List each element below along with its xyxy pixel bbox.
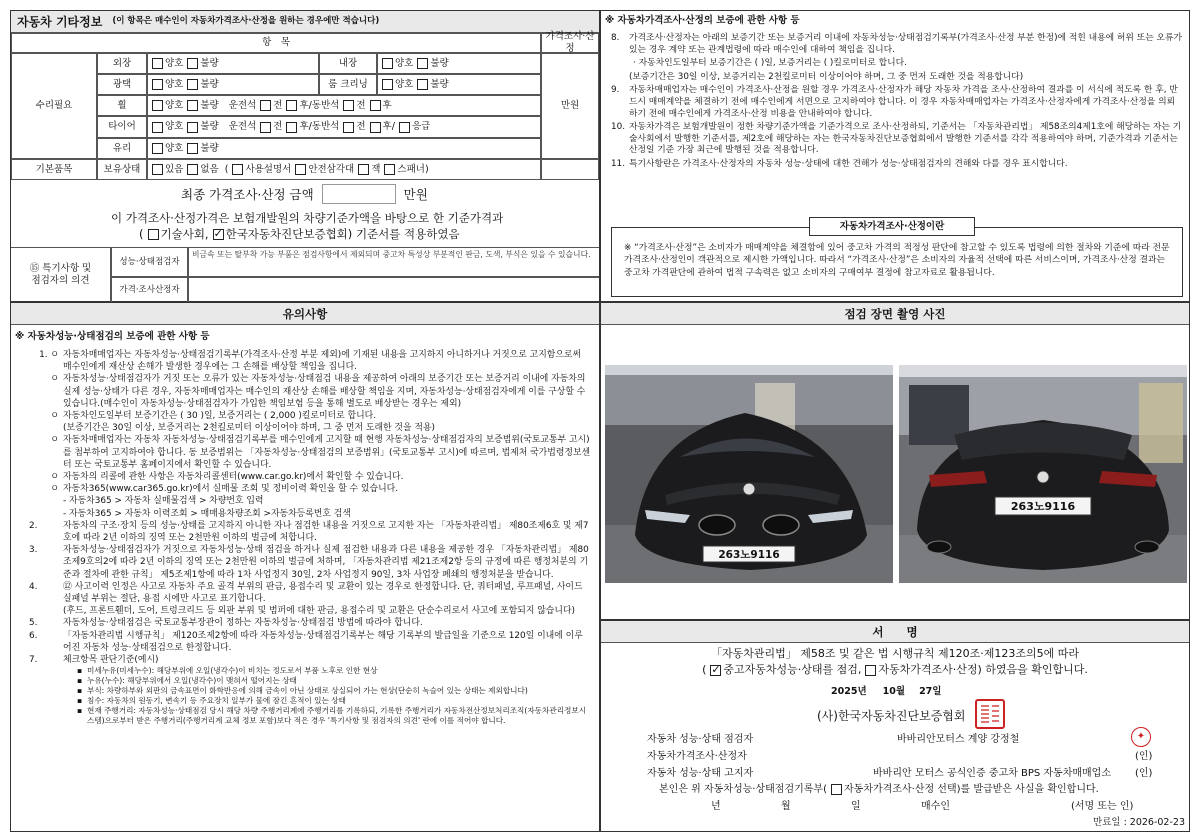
receipt-line: 본인은 위 자동차성능·상태점검기록부( 자동차가격조사·산정 선택)를 발급받은 사실을 확인합니다. bbox=[659, 784, 1099, 795]
other-info-header bbox=[11, 11, 599, 33]
notice-item: 5. 자동차성능·상태점검은 국토교통부장관이 정하는 자동차성능·상태점검 방법에 따라야 합니다. bbox=[29, 618, 423, 629]
special-notes-label: ⑮ 특기사항 및 점검자의 의견 bbox=[11, 247, 111, 302]
signer-row: 자동차가격조사·산정자 (인) bbox=[647, 751, 1153, 762]
notice-item: ㅇ 자동차성능·상태점검자가 거짓 또는 오류가 있는 자동차성능·상태점검 내용을 제공하여 아래의 보증기간 또는 보증거리 이내에 자동차의 실제 성능·상태가 다른 경우, 자동차매매업자는 매수인의 재산상 손해를 배상할 책임을 지며, 자동차성능·상태점검자에게 이를 구상할 수 있습니다.(매수인이 자동차성능·상태점검자가 가입한 책임보험 등을 통해 별도로 배상받는 경우는 제외) bbox=[50, 374, 586, 409]
price-checker-opinion bbox=[188, 277, 599, 302]
perf-checker-label: 성능·상태점검자 bbox=[111, 247, 188, 277]
room-cleaning-options: 양호 불량 bbox=[377, 74, 541, 95]
signer-row: 자동차 성능·상태 고지자 바바리안 모터스 공식인증 중고차 BPS 자동차매매업소 (인) bbox=[647, 768, 1153, 779]
basic-items-label: 기본품목 bbox=[11, 159, 97, 180]
check-criteria-item: ▪ 부식: 차량하부와 외판의 금속표면이 화학반응에 의해 금속이 아닌 상태로 상실되어 가는 현상(단순히 녹슬어 있는 상태는 제외합니다) bbox=[77, 686, 528, 696]
tire-good-checkbox[interactable] bbox=[152, 122, 163, 133]
notice-heading: ※ 자동차성능·상태점검의 보증에 관한 사항 등 bbox=[15, 331, 210, 342]
price-guarantee-section bbox=[600, 10, 1190, 302]
tire-driver-front-checkbox[interactable] bbox=[260, 122, 271, 133]
price-guarantee-item: 9. 자동차매매업자는 매수인이 가격조사·산정을 원할 경우 가격조사·산정자가 해당 자동차 가격을 조사·산정하여 결과를 이 서식에 적도록 한 후, 반드시 매매계약을 체결하기 전에 매수인에게 서면으로 고지하여야 합니다. 이 경우 자동차매매업자는 가격조사·산정자에게 가격조사·산정을 의뢰하기 전에 매수인에게 가격조사·산정 비용을 안내하여야 합니다. bbox=[611, 85, 1178, 119]
notice-item: 3. 자동차성능·상태점검자가 거짓으로 자동차성능·상태 점검을 하거나 실제 점검한 내용과 다른 내용을 제공한 경우 「자동차관리법」 제80조제9호의2에 따라 2년 이하의 징역 또는 2천만원 이하의 벌금에 처하며, 「자동차관리법 제21조제2항 등의 규정에 따른 행정처분의 기준과 절차에 관한 규칙」 제5조제1항에 따라 1차 사업정지 30일, 2차 사업정지 90일, 3차 사업장 폐쇄의 행정처분을 받습니다. bbox=[29, 545, 589, 580]
exterior-options: 양호 불량 bbox=[147, 53, 319, 74]
wheel-driver-rear-checkbox[interactable] bbox=[286, 100, 297, 111]
notice-section bbox=[10, 302, 600, 832]
final-price-row bbox=[181, 183, 581, 205]
price-guarantee-item: 11. 특기사항란은 가격조사·산정자의 자동차 성능·상태에 대한 견해가 성능·상태점검자의 견해와 다를 경우 표시합니다. bbox=[611, 158, 1068, 169]
price-guarantee-item: 10. 자동차가격은 보험개발원이 정한 차량기준가액을 기준가격으로 조사·산정하되, 기준서는 「자동차관리법」 제58조의4제1호에 해당하는 자는 기술사회에서 발행한 기준서를, 제2호에 해당하는 자는 한국자동차진단보증협회에서 발행한 기준서를 각각 적용하여야 하며, 기준가격과 기준서는 산정일 기준 가장 최근에 발행된 것을 적용합니다. bbox=[611, 122, 1182, 156]
expiry-date: 만료일 : 2026-02-23 bbox=[1093, 817, 1185, 828]
receipt-price-checkbox[interactable] bbox=[831, 784, 842, 795]
signer-row: 자동차 성능·상태 점검자 바바리안모터스 계양 강정철 bbox=[647, 734, 1020, 745]
interior-options: 양호 불량 bbox=[377, 53, 541, 74]
photo-section bbox=[600, 302, 1190, 620]
interior-bad-checkbox[interactable] bbox=[417, 58, 428, 69]
basic-price-cell bbox=[541, 159, 599, 180]
wheel-passenger-front-checkbox[interactable] bbox=[343, 100, 354, 111]
price-guarantee-item: 8. 가격조사·산정자는 아래의 보증기간 또는 보증거리 이내에 자동차성능·상태점검기록부(가격조사·산정 부분 한정)에 적힌 내용에 허위 또는 오류가 있는 경우 계약 또는 관계법령에 따라 매수인에 대하여 책임을 집니다. bbox=[611, 33, 1182, 55]
wheel-options: 양호 불량 운전석 전 후 / 동반석 전 후 bbox=[147, 95, 541, 116]
standard-line-2: ( 기술사회, ✓ 한국자동차진단보증협회 ) 기준서를 적용하였음 bbox=[139, 226, 579, 242]
check-criteria-item: ▪ 현재 주행거리: 자동차성능·상태점검 당시 해당 차량 주행거리계에 주행거리를 기록하되, 기록한 주행거리가 자동차전산정보처리조직(자동차관리정보시스템)으로부터 받은 주행거리(주행거리계 교체 정보 포함)보다 적은 경우 '특기사항 및 점검자의 의견' 란에 이를 적어야 합니다. bbox=[77, 706, 587, 726]
check-criteria-item: ▪ 침수: 자동차의 원동기, 변속기 등 주요장치 일부가 물에 잠긴 흔적이 있는 상태 bbox=[77, 696, 346, 706]
final-price-unit: 만원 bbox=[403, 187, 428, 202]
price-guarantee-item: · 자동차인도일부터 보증기간은 ( )일, 보증거리는 ( )킬로미터로 합니다. bbox=[633, 58, 907, 69]
col-header-item: 항 목 bbox=[11, 33, 541, 53]
signer-rows bbox=[601, 731, 1189, 782]
price-definition-box: ※ “가격조사·산정”은 소비자가 매매계약을 체결함에 있어 중고차 가격의 적정성 판단에 참고할 수 있도록 법령에 의한 절차와 기준에 따라 전문 가격조사·산정인이 객관적으로 제시한 가액입니다. 따라서 “가격조사·산정”은 소비자의 자율적 선택에 따른 서비스이며, 가격조사·산정 결과는 중고차 가격판단에 관하여 법적 구속력은 없고 소비자의 구매여부 결정에 참고자료로 활용됩니다. bbox=[611, 227, 1183, 297]
repair-price-cell: 만원 bbox=[541, 53, 599, 159]
price-guarantee-list bbox=[611, 33, 1183, 173]
room-cleaning-label: 룸 크리닝 bbox=[319, 74, 377, 95]
front-photo bbox=[605, 365, 893, 583]
notice-item: ㅇ 자동차의 리콜에 관한 사항은 자동차리콜센터(www.car.go.kr)에서 확인할 수 있습니다. bbox=[50, 472, 404, 483]
check-criteria-item: ▪ 누유(누수): 해당부위에서 오일(냉각수)이 맺혀서 떨어지는 상태 bbox=[77, 676, 297, 686]
wheel-driver-front-checkbox[interactable] bbox=[260, 100, 271, 111]
tire-options: 양호 불량 운전석 전 후 / 동반석 전 후 / 응급 bbox=[147, 116, 541, 138]
other-info-note: (이 항목은 매수인이 자동차가격조사·산정을 원하는 경우에만 적습니다) bbox=[112, 16, 380, 26]
gloss-bad-checkbox[interactable] bbox=[187, 79, 198, 90]
price-guarantee-heading: ※ 자동차가격조사·산정의 보증에 관한 사항 등 bbox=[605, 15, 800, 26]
check-criteria-list bbox=[29, 666, 591, 726]
wheel-label: 휠 bbox=[97, 95, 147, 116]
price-checker-label: 가격·조사산정자 bbox=[111, 277, 188, 302]
notice-item: 7. 체크항목 판단기준(예시) bbox=[29, 655, 159, 666]
tire-passenger-rear-checkbox[interactable] bbox=[370, 122, 381, 133]
wheel-bad-checkbox[interactable] bbox=[187, 100, 198, 111]
other-info-title: 자동차 기타정보 bbox=[17, 15, 103, 29]
notice-item: 4. ⑫ 사고이력 인정은 사고로 자동차 주요 골격 부위의 판금, 용접수리 및 교환이 있는 경우로 한정합니다. 단, 쿼터패널, 루프패널, 사이드실패널 부위는 절단, 용접 시에만 사고로 표기합니다. bbox=[29, 581, 583, 605]
notice-item: ㅇ 자동차365(www.car365.go.kr)에서 실매물 조회 및 정비이력 확인을 할 수 있습니다. bbox=[50, 484, 399, 495]
notice-item: 6. 「자동차관리법 시행규칙」 제120조제2항에 따라 자동차성능·상태점검기록부는 해당 기록부의 발급일을 기준으로 120일 이내에 이루어진 자동차 성능·상태점검으로 한정합니다. bbox=[29, 630, 583, 653]
basic-items-options: 있음 없음 ( 사용설명서 안전삼각대 잭 스패너 ) bbox=[147, 159, 541, 180]
room-cleaning-bad-checkbox[interactable] bbox=[417, 79, 428, 90]
notice-item: 1. ㅇ 자동차매매업자는 자동차성능·상태점검기록부(가격조사·산정 부분 제외)에 기재된 내용을 고지하지 아니하거나 거짓으로 고지함으로써 매수인에게 재산상 손해가 발생한 경우에는 그 손해를 배상할 책임을 집니다. bbox=[39, 350, 582, 373]
exterior-bad-checkbox[interactable] bbox=[187, 58, 198, 69]
glass-label: 유리 bbox=[97, 138, 147, 159]
other-info-section bbox=[10, 10, 600, 302]
glass-bad-checkbox[interactable] bbox=[187, 143, 198, 154]
repair-needed-label: 수리필요 bbox=[11, 53, 97, 159]
col-header-price: 가격조사·산정 bbox=[541, 33, 599, 53]
final-price-input[interactable] bbox=[322, 184, 396, 204]
gloss-good-checkbox[interactable] bbox=[152, 79, 163, 90]
org-seal bbox=[975, 699, 1005, 729]
rear-photo bbox=[899, 365, 1187, 583]
perf-check-checkbox[interactable] bbox=[710, 665, 721, 676]
glass-good-checkbox[interactable] bbox=[152, 143, 163, 154]
notice-item: - 자동차365 > 자동차 이력조회 > 매매용차량조회 >자동차등록번호 검색 bbox=[63, 508, 351, 519]
perf-checker-opinion: 비금속 또는 탈부착 가능 부품은 점검사항에서 제외되며 중고차 특성상 부분적인 판금, 도색, 부식은 있을 수 있습니다. bbox=[188, 247, 599, 277]
tire-label: 타이어 bbox=[97, 116, 147, 138]
wheel-passenger-rear-checkbox[interactable] bbox=[370, 100, 381, 111]
standard-kaida-checkbox[interactable] bbox=[213, 229, 224, 240]
check-criteria-item: ▪ 미세누유(미세누수): 해당부위에 오일(냉각수)이 비치는 정도로서 부품 노후로 인한 현상 bbox=[77, 666, 378, 676]
notice-item: ㅇ 자동차인도일부터 보증기간은 ( 30 )일, 보증거리는 ( 2,000 )킬로미터로 합니다. bbox=[50, 411, 377, 422]
spanner-checkbox[interactable] bbox=[384, 164, 395, 175]
tire-driver-rear-checkbox[interactable] bbox=[286, 122, 297, 133]
manual-checkbox[interactable] bbox=[232, 164, 243, 175]
notice-item: (후드, 프론트휀더, 도어, 트렁크리드 등 외판 부위 및 범퍼에 대한 판금, 용접수리 및 교환은 단순수리로서 사고에 포함되지 않습니다) bbox=[63, 606, 575, 617]
basic-has-checkbox[interactable] bbox=[152, 164, 163, 175]
signature-title: 서 명 bbox=[601, 621, 1189, 643]
standard-line-1: 이 가격조사·산정가격은 보험개발원의 차량기준가액을 바탕으로 한 기준가격과 bbox=[111, 211, 504, 225]
notice-title: 유의사항 bbox=[11, 303, 599, 325]
notice-list bbox=[29, 349, 591, 726]
tire-bad-checkbox[interactable] bbox=[187, 122, 198, 133]
signature-law-line: 「자동차관리법」 제58조 및 같은 법 시행규칙 제120조·제123조의5에 따라 bbox=[711, 647, 1079, 660]
notice-item: 2. 자동차의 구조·장치 등의 성능·상태를 고지하지 아니한 자나 점검한 내용을 거짓으로 고지한 자는 「자동차관리법」 제80조제6호 및 제7호에 따라 2년 이하의 징역 또는 2천만원 이하의 벌금에 처합니다. bbox=[29, 520, 589, 544]
standard-tech-checkbox[interactable] bbox=[148, 229, 159, 240]
exterior-label: 외장 bbox=[97, 53, 147, 74]
basic-none-checkbox[interactable] bbox=[187, 164, 198, 175]
price-check-checkbox[interactable] bbox=[865, 665, 876, 676]
signature-org: (사)한국자동차진단보증협회 bbox=[817, 709, 966, 723]
interior-good-checkbox[interactable] bbox=[382, 58, 393, 69]
final-price-label: 최종 가격조사·산정 금액 bbox=[181, 187, 314, 202]
glass-options: 양호 불량 bbox=[147, 138, 541, 159]
price-guarantee-item: (보증기간은 30일 이상, 보증거리는 2천킬로미터 이상이어야 하며, 그 중 먼저 도래한 것을 적용합니다) bbox=[629, 71, 1024, 82]
signature-confirm-line: ( ✓ 중고자동차성능·상태를 점검, 자동차가격조사·산정 ) 하였음을 확인합니다. bbox=[601, 663, 1189, 677]
buyer-sign-line: 년 월 일 매수인 (서명 또는 인) bbox=[711, 800, 1134, 812]
wheel-good-checkbox[interactable] bbox=[152, 100, 163, 111]
notice-item: (보증기간은 30일 이상, 보증거리는 2천킬로미터 이상이어야 하며, 그 중 먼저 도래한 것을 적용) bbox=[63, 423, 435, 434]
interior-label: 내장 bbox=[319, 53, 377, 74]
notice-item: ㅇ 자동차매매업자는 자동차 자동차성능·상태점검기록부를 매수인에게 고지할 때 현행 자동차성능·상태점검자의 보증범위(국토교통부 고시)를 첨부하여 고지하여야 합니다. 동 보증범위는 「자동차성능·상태점검의 보증범위」(국토교통부 고시)에 따르며, 법제처 국가법령정보센터 또는 국토교통부 홈페이지에서 확인할 수 있습니다. bbox=[50, 435, 591, 470]
basic-status-label: 보유상태 bbox=[97, 159, 147, 180]
jack-checkbox[interactable] bbox=[358, 164, 369, 175]
rear-plate-text: 263노9116 bbox=[1010, 500, 1076, 513]
signature-date: 2025 년 10 월 27 일 bbox=[831, 686, 942, 697]
photo-title: 점검 장면 촬영 사진 bbox=[601, 303, 1189, 325]
buyer-sign-field[interactable]: (서명 또는 인) bbox=[1071, 800, 1134, 812]
front-plate-text: 263노9116 bbox=[718, 548, 780, 561]
gloss-options: 양호 불량 bbox=[147, 74, 319, 95]
gloss-label: 광택 bbox=[97, 74, 147, 95]
price-definition-title: 자동차가격조사·산정이란 bbox=[809, 217, 975, 236]
room-cleaning-good-checkbox[interactable] bbox=[382, 79, 393, 90]
personal-seal: ✦ bbox=[1131, 727, 1151, 747]
signature-section bbox=[600, 620, 1190, 832]
tire-emergency-checkbox[interactable] bbox=[399, 122, 410, 133]
triangle-checkbox[interactable] bbox=[295, 164, 306, 175]
tire-passenger-front-checkbox[interactable] bbox=[343, 122, 354, 133]
notice-item: - 자동차365 > 자동차 실매물검색 > 차량번호 입력 bbox=[63, 496, 264, 507]
exterior-good-checkbox[interactable] bbox=[152, 58, 163, 69]
